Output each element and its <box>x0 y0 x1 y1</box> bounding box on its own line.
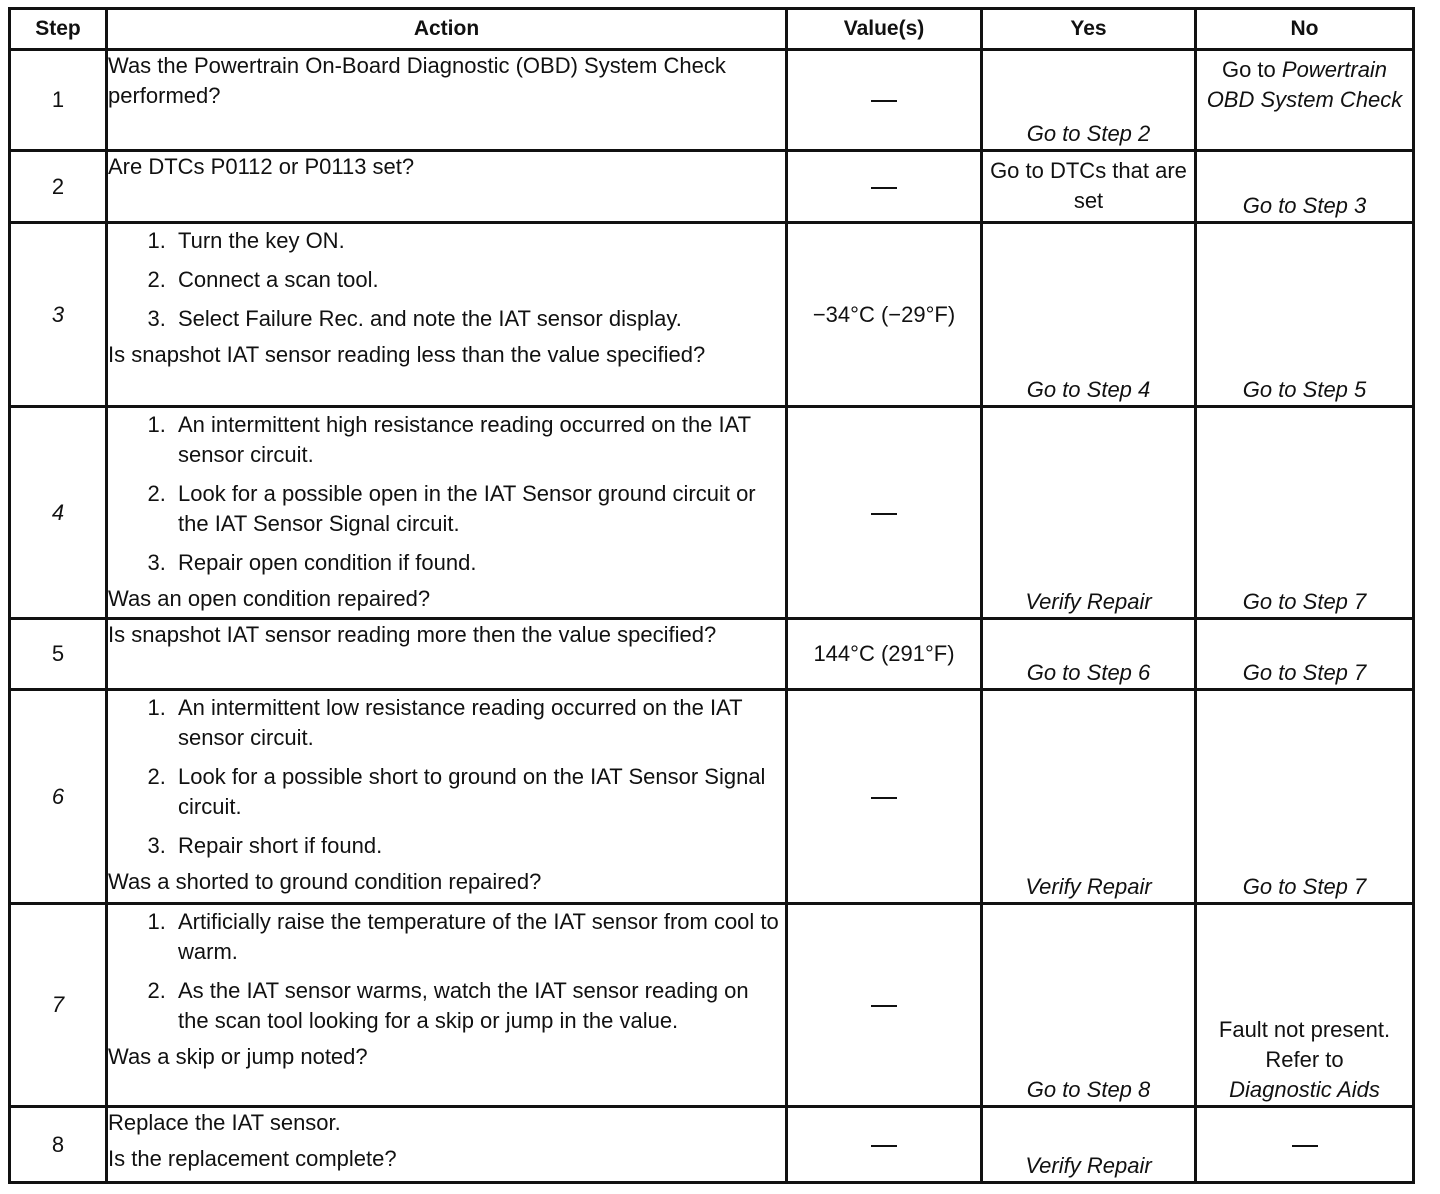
action-question: Are DTCs P0112 or P0113 set? <box>108 154 415 179</box>
step-number: 4 <box>10 407 107 619</box>
yes-cell: Verify Repair <box>982 690 1196 904</box>
procedure-list <box>108 410 785 578</box>
action-question: Is snapshot IAT sensor reading less than the value specified? <box>108 342 706 367</box>
table-row <box>10 690 1414 904</box>
procedure-step: 1. Artificially raise the temperature of the IAT sensor from cool to warm. <box>172 907 785 967</box>
header-values: Value(s) <box>787 9 982 50</box>
procedure-step: 3. Repair open condition if found. <box>172 548 785 578</box>
yes-cell: Go to Step 2 <box>982 50 1196 151</box>
yes-cell: Go to Step 8 <box>982 904 1196 1107</box>
spec-value: 144°C (291°F) <box>813 641 955 666</box>
procedure-step: 2. Look for a possible open in the IAT Sensor ground circuit or the IAT Sensor Signal circuit. <box>172 479 785 539</box>
header-yes: Yes <box>982 9 1196 50</box>
value-cell <box>787 619 982 690</box>
table-row <box>10 50 1414 151</box>
empty-dash <box>871 100 897 102</box>
action-question: Was the Powertrain On-Board Diagnostic (OBD) System Check performed? <box>108 53 726 108</box>
no-reference: Powertrain OBD System Check <box>1206 57 1403 112</box>
action-cell <box>107 50 787 151</box>
table-row <box>10 904 1414 1107</box>
step-number: 1 <box>10 50 107 151</box>
empty-dash <box>871 187 897 189</box>
no-cell <box>1196 904 1414 1107</box>
spec-value: −34°C (−29°F) <box>812 301 956 327</box>
step-number: 6 <box>10 690 107 904</box>
action-question: Was a shorted to ground condition repaired? <box>108 869 542 894</box>
no-cell <box>1196 1107 1414 1183</box>
no-cell <box>1196 50 1414 151</box>
empty-dash <box>871 1005 897 1007</box>
table-row <box>10 1107 1414 1183</box>
no-cell: Go to Step 7 <box>1196 619 1414 690</box>
action-cell <box>107 1107 787 1183</box>
no-cell: Go to Step 7 <box>1196 690 1414 904</box>
header-action: Action <box>107 9 787 50</box>
action-question: Is snapshot IAT sensor reading more then the value specified? <box>108 622 717 647</box>
table-row <box>10 223 1414 407</box>
step-number: 8 <box>10 1107 107 1183</box>
procedure-step: 1. Turn the key ON. <box>172 226 785 256</box>
procedure-step: 1. An intermittent low resistance reading occurred on the IAT sensor circuit. <box>172 693 785 753</box>
procedure-step: 3. Select Failure Rec. and note the IAT sensor display. <box>172 304 785 334</box>
yes-cell: Go to Step 6 <box>982 619 1196 690</box>
action-question: Is the replacement complete? <box>108 1146 397 1171</box>
step-number: 7 <box>10 904 107 1107</box>
no-reference: Diagnostic Aids <box>1229 1077 1380 1102</box>
action-cell <box>107 223 787 407</box>
yes-cell: Verify Repair <box>982 407 1196 619</box>
yes-cell: Go to Step 4 <box>982 223 1196 407</box>
header-step: Step <box>10 9 107 50</box>
step-number: 3 <box>10 223 107 407</box>
no-prefix: Fault not present. Refer to <box>1218 1017 1391 1072</box>
action-instruction: Replace the IAT sensor. <box>108 1110 341 1135</box>
empty-dash <box>871 797 897 799</box>
action-cell <box>107 151 787 223</box>
value-cell <box>787 151 982 223</box>
no-prefix: Go to <box>1221 57 1276 82</box>
value-cell <box>787 904 982 1107</box>
procedure-step: 1. An intermittent high resistance reading occurred on the IAT sensor circuit. <box>172 410 785 470</box>
diagnostic-table <box>8 7 1415 1184</box>
step-number: 5 <box>10 619 107 690</box>
procedure-list <box>108 907 785 1036</box>
action-cell <box>107 619 787 690</box>
procedure-step: 3. Repair short if found. <box>172 831 785 861</box>
header-no: No <box>1196 9 1414 50</box>
no-cell: Go to Step 3 <box>1196 151 1414 223</box>
value-cell <box>787 50 982 151</box>
value-cell <box>787 690 982 904</box>
table-row <box>10 151 1414 223</box>
empty-dash <box>1292 1145 1318 1147</box>
action-cell <box>107 407 787 619</box>
step-number: 2 <box>10 151 107 223</box>
action-cell <box>107 904 787 1107</box>
no-cell: Go to Step 5 <box>1196 223 1414 407</box>
procedure-list <box>108 226 785 334</box>
procedure-step: 2. Connect a scan tool. <box>172 265 785 295</box>
procedure-list <box>108 693 785 861</box>
empty-dash <box>871 1145 897 1147</box>
value-cell <box>787 1107 982 1183</box>
procedure-step: 2. Look for a possible short to ground on the IAT Sensor Signal circuit. <box>172 762 785 822</box>
action-question: Was an open condition repaired? <box>108 586 431 611</box>
action-question: Was a skip or jump noted? <box>108 1044 368 1069</box>
header-row <box>10 9 1414 50</box>
value-cell <box>787 407 982 619</box>
value-cell <box>787 223 982 407</box>
action-cell <box>107 690 787 904</box>
yes-cell: Verify Repair <box>982 1107 1196 1183</box>
no-cell: Go to Step 7 <box>1196 407 1414 619</box>
table-row <box>10 407 1414 619</box>
yes-cell: Go to DTCs that are set <box>982 151 1196 223</box>
table-row <box>10 619 1414 690</box>
empty-dash <box>871 513 897 515</box>
procedure-step: 2. As the IAT sensor warms, watch the IAT sensor reading on the scan tool looking for a skip or jump in the value. <box>172 976 785 1036</box>
